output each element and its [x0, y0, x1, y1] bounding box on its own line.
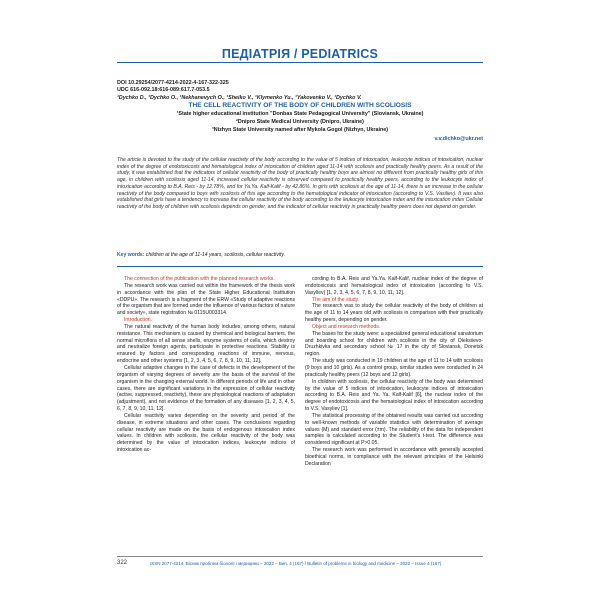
paragraph: The research was to study the cellular reactivity of the body of children at the age of 11 to 14 years old with scoliosis in comparison with their practically healthy peers, depending on gender. — [305, 303, 483, 324]
paragraph: cording to B.A. Reis and Ya.Ya. Kalf-Kalif, nuclear index of the degree of endotoxicosis and hematological index of intoxication (according to V.S. Vasyliev) [1, 2, 3, 4, 5, 6, 7, 8, 9, 10, 11, 12]. — [305, 276, 483, 296]
paragraph: The natural reactivity of the human body includes, among others, natural resistance. This mechanism is caused by chemical and biological barriers, the normal microflora of all sense shells, enzyme systems of cells, which destroy and neutralize foreign agents, participate in protective reactions. Stability is ensured by factors and corresponding reactions of immune, nervous, endocrine and other systems [1, 2, 3, 4, 5, 6, 7, 8, 9, 10, 11, 12]. — [117, 323, 295, 365]
paragraph: The statistical processing of the obtained results was carried out according to well-known methods of variable statistics with determination of average values (M) and standard error (±m). The reliability of the data for independent samples is calculated according to the Student's t-test. The difference was considered significant at P>0.05. — [305, 412, 483, 447]
keywords-text: children at the age of 11-14 years, scoliosis, cellular reactivity. — [145, 252, 285, 258]
right-column — [305, 276, 483, 468]
header-rule — [117, 62, 483, 63]
paragraph: The study was conducted in 19 children at the age of 11 to 14 with scoliosis (9 boys and 10 girls). As a control group, similar studies were conducted in 24 practically healthy peers (12 boys and 12 girls). — [305, 358, 483, 378]
paper-title: THE CELL REACTIVITY OF THE BODY OF CHILDREN WITH SCOLIOSIS — [188, 102, 412, 109]
page-header — [0, 0, 600, 88]
keywords-label: Key words: — [117, 252, 145, 258]
section-heading: Introduction. — [124, 317, 153, 324]
affiliation-1: ¹State higher educational institution "Donbas State Pedagogical University" (Sloviansk, Ukraine) — [176, 111, 424, 117]
left-column — [117, 276, 295, 454]
keywords — [117, 252, 483, 259]
page-number: 322 — [117, 560, 128, 566]
section-heading: The connection of the publication with the planned research works. — [124, 276, 275, 282]
paragraph: The research work was performed in accordance with generally accepted bioethical norms, in compliance with the relevant principles of the Helsinki Declaration — [305, 447, 483, 467]
paragraph: Cellular adaptive changes in the case of defects in the development of the organism of varying degrees of severity are the basis of the survival of the organism in the changing external world. In different periods of life and in other cases, there are significant variations in the expression of cellular reactivity (active, suppressed, reactivity), these are physiological reactions of adaptation (adjustment), and not evidence of the formation of any diseases [1, 2, 3, 4, 5, 6, 7, 8, 9, 10, 11, 12]. — [117, 364, 295, 413]
journal-footer: ISSN 2077-4214. Вісник проблем біології і медицини – 2022 – Вип. 4 (167) / Bulletin of problems in biology and medicine – 2022 – Issue 4 (167) — [150, 561, 442, 566]
doi: DOI 10.29254/2077-4214-2022-4-167-322-325 — [117, 80, 229, 86]
paragraph: The bases for the study were: a specialized general educational sanatorium and boarding school for children with scoliosis in the city of Oleksiievo-Druzhkivka and secondary school № 17 in the city of Sloviansk, Donetsk region. — [305, 330, 483, 358]
paragraph: In children with scoliosis, the cellular reactivity of the body was determined by the value of 5 indices of intoxication, leukocyte indices of intoxication according to B.A. Reis and Ya. Ya. Kalf-Kalif [6], the nuclear index of the degree of endotoxicosis and the hematological index of intoxication according to V.S. Vasyliev [1]. — [305, 378, 483, 413]
contact-email[interactable]: v.v.dichko@ukr.net — [434, 136, 483, 142]
author-list: ¹Dychko D., ¹Dychko O., ¹Nekhanevych O., ¹Sheiko V., ¹Klymenko Yu., ¹Yakovenko V., ¹Dychko V. — [117, 95, 362, 101]
section-heading: The aim of the study. — [312, 296, 360, 303]
paragraph: The research work was carried out within the framework of the thesis work in accordance with the plan of the State Higher Educational Institution «DDPU». The research is a fragment of the ERW «Study of adaptive reactions of the organism that are formed under the influence of various factors of nature and society», state registration № 0115U003314. — [117, 282, 295, 317]
footer-rule — [117, 556, 483, 557]
section-heading: Object and research methods. — [312, 323, 381, 330]
section-title: ПЕДІАТРІЯ / PEDIATRICS — [221, 47, 379, 61]
udc-code: UDC 616-092.18:616-089:617.7-053.5 — [117, 87, 210, 93]
section-divider — [117, 266, 483, 267]
affiliation-2: ²Dnipro State Medical University (Dnipro, Ukraine) — [236, 119, 364, 125]
paragraph: Cellular reactivity varies depending on the severity and period of the disease, in extreme situations and other cases. The conclusions regarding cellular reactivity are made on the basis of endogenous intoxication index values. In children with scoliosis, the cellular reactivity of the body was determined by the value of intoxication indices, leukocyte indices of intoxication ac- — [117, 412, 295, 454]
abstract: The article is devoted to the study of the cellular reactivity of the body according to the value of 5 indices of intoxication, leukocyte indices of intoxication, nuclear index of the degree of endotoxicosis and hematological index of intoxication of children aged 11-14 with scoliosis and practically healthy peers. As a result of the study, it was established that the indicators of cellular reactivity of the body of practically healthy boys are almost no different from practically healthy girls of this age, in children with scoliosis aged 11-14, increased cellular reactivity is observed compared to practically healthy peers. according to the leukocyte index of intoxication according to B.A. Reis - by 12.78%, and for Ya.Ya. Kalf-Kalif - by 42.86%. In girls with scoliosis at the age of 11-14, there is an increase in the cellular reactivity of the body compared to boys with scoliosis of this age according to the hematological indicator of intoxication (according to V.S. Vasiliev). It was also established that girls have a tendency to increase the cellular reactivity of the body according to the leukocyte intoxication index and the intoxication index Cellular reactivity of the body of children with scoliosis depends on gender, and the indicator of cellular reactivity in practically healthy peers does not depend on gender. — [117, 157, 483, 210]
affiliation-3: ³Nizhyn State University named after Mykola Gogol (Nizhyn, Ukraine) — [211, 127, 389, 133]
